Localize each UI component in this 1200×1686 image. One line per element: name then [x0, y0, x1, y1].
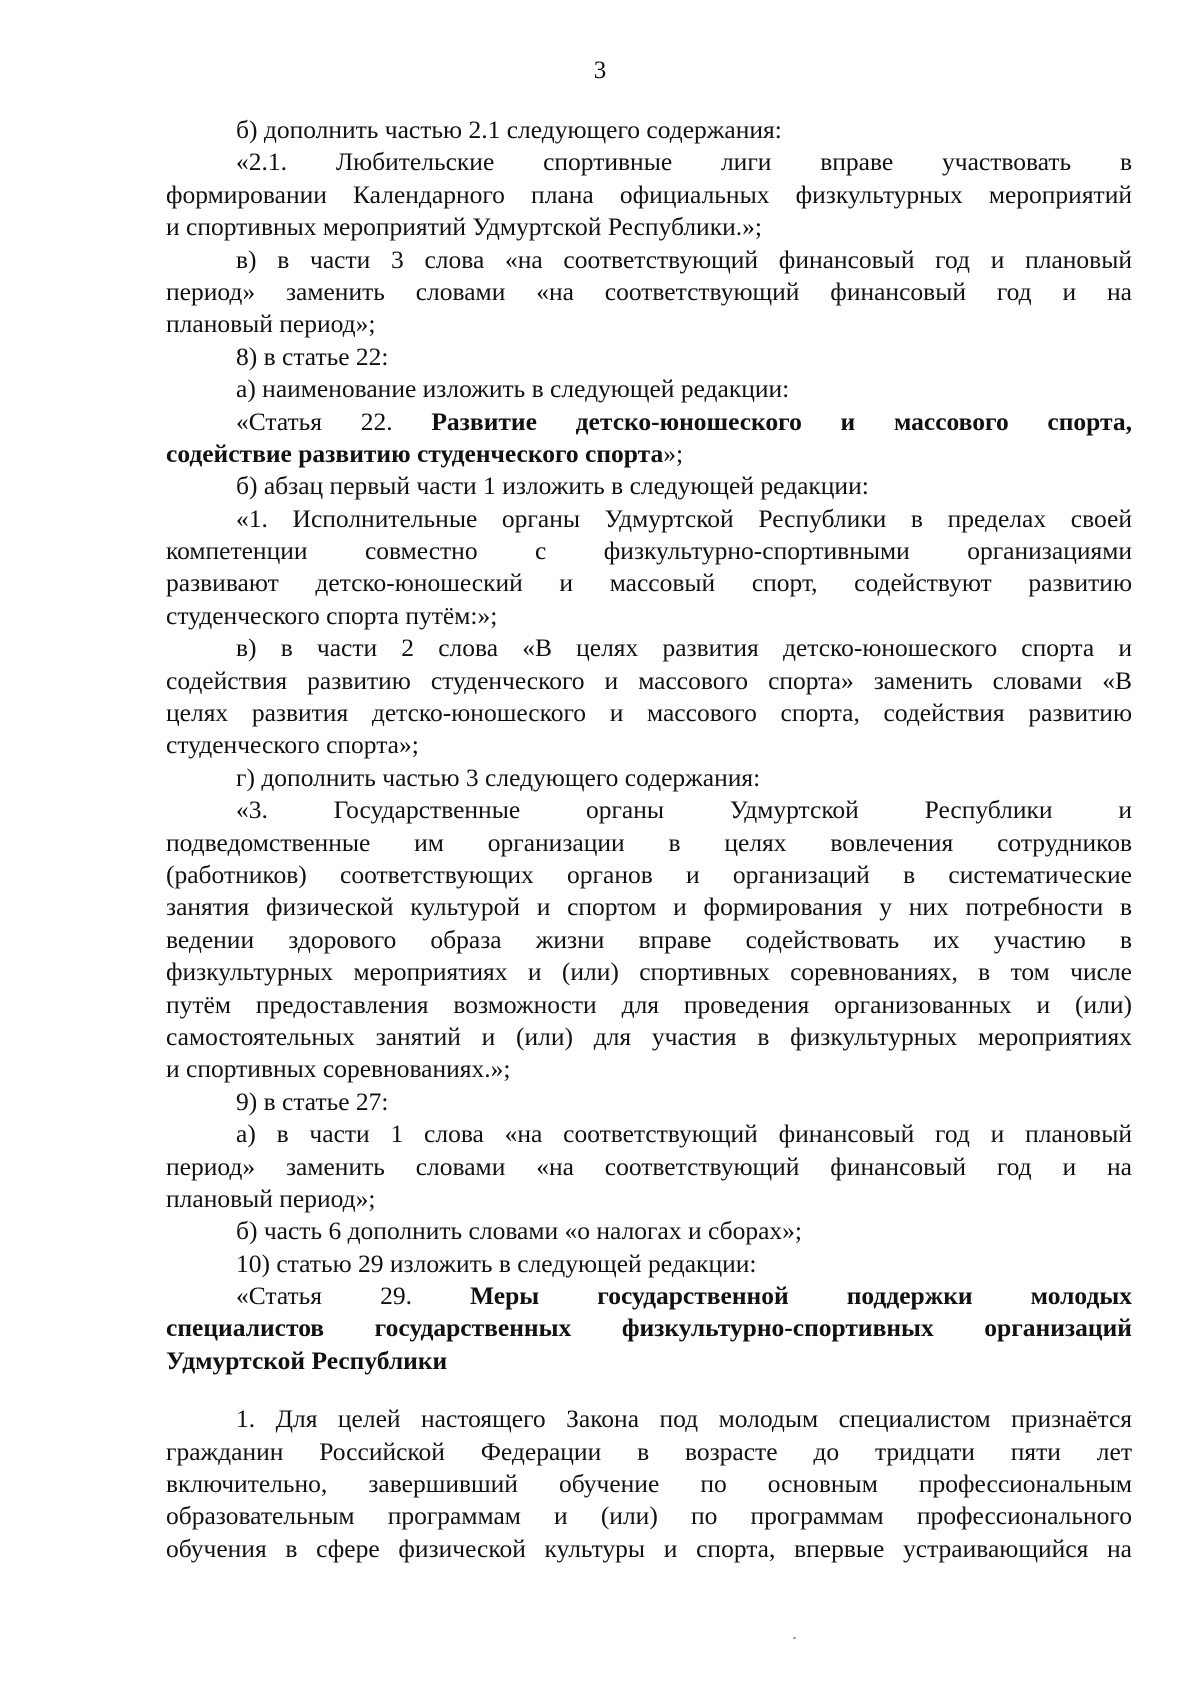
line-text: студенческого спорта»; — [166, 730, 419, 760]
text-line — [166, 1500, 1132, 1532]
text-line — [166, 341, 1132, 373]
text-line — [166, 438, 1132, 470]
text-line — [166, 924, 1132, 956]
line-text: период» заменить словами «на соответствующий финансовый год и на — [166, 1151, 1132, 1181]
line-text: б) абзац первый части 1 изложить в следующей редакции: — [236, 471, 869, 501]
text-line — [166, 567, 1132, 599]
text-line — [166, 891, 1132, 923]
text-line — [166, 794, 1132, 826]
line-text: (работников) соответствующих органов и организаций в систематические — [166, 859, 1132, 889]
text-line — [166, 179, 1132, 211]
text-line — [166, 956, 1132, 988]
line-text: самостоятельных занятий и (или) для участия в физкультурных мероприятиях — [166, 1021, 1132, 1051]
text-line — [166, 1280, 1132, 1312]
line-text: «1. Исполнительные органы Удмуртской Республики в пределах своей — [236, 503, 1132, 533]
line-bold-text: Развитие детско-юношеского и массового спорта, — [431, 406, 1132, 436]
line-text: физкультурных мероприятиях и (или) спортивных соревнованиях, в том числе — [166, 957, 1132, 987]
text-line — [166, 1151, 1132, 1183]
document-body — [166, 114, 1132, 1565]
text-line — [166, 1436, 1132, 1468]
text-line — [166, 146, 1132, 178]
line-bold-text: специалистов государственных физкультурно-спортивных организаций — [166, 1313, 1132, 1343]
line-text: плановый период»; — [166, 309, 376, 339]
text-line — [166, 632, 1132, 664]
line-text-tail: »; — [663, 438, 684, 468]
text-line — [166, 827, 1132, 859]
line-text: целях развития детско-юношеского и массового спорта, содействия развитию — [166, 698, 1132, 728]
line-bold-text: Меры государственной поддержки молодых — [470, 1281, 1132, 1311]
line-text: обучения в сфере физической культуры и спорта, впервые устраивающийся на — [166, 1533, 1132, 1563]
line-text: «Статья 29. — [236, 1281, 471, 1311]
text-line — [166, 697, 1132, 729]
line-text: в) в части 2 слова «В целях развития детско-юношеского спорта и — [236, 633, 1132, 663]
line-text: плановый период»; — [166, 1183, 376, 1213]
text-line — [166, 1053, 1132, 1085]
line-text: ведении здорового образа жизни вправе содействовать их участию в — [166, 924, 1132, 954]
text-line — [166, 211, 1132, 243]
page-number: 3 — [593, 57, 607, 84]
line-text: 8) в статье 22: — [236, 341, 389, 371]
line-bold-text: Удмуртской Республики — [166, 1345, 448, 1375]
line-text: включительно, завершивший обучение по основным профессиональным — [166, 1469, 1132, 1499]
text-line — [166, 406, 1132, 438]
text-line — [166, 1345, 1132, 1377]
text-line — [166, 1468, 1132, 1500]
text-line — [166, 762, 1132, 794]
line-text: в) в части 3 слова «на соответствующий финансовый год и плановый — [236, 244, 1132, 274]
text-line — [166, 503, 1132, 535]
text-line — [166, 600, 1132, 632]
line-text: студенческого спорта путём:»; — [166, 600, 498, 630]
line-text: и спортивных мероприятий Удмуртской Республики.»; — [166, 212, 762, 242]
line-text: «2.1. Любительские спортивные лиги вправе участвовать в — [236, 147, 1132, 177]
line-text: «3. Государственные органы Удмуртской Республики и — [236, 795, 1132, 825]
line-text: 10) статью 29 изложить в следующей редакции: — [236, 1248, 757, 1278]
line-text: путём предоставления возможности для проведения организованных и (или) — [166, 989, 1132, 1019]
line-text: б) дополнить частью 2.1 следующего содержания: — [236, 115, 782, 144]
line-text: формировании Календарного плана официальных физкультурных мероприятий — [166, 179, 1132, 209]
text-line — [166, 373, 1132, 405]
text-line — [166, 308, 1132, 340]
text-line — [166, 1403, 1132, 1435]
text-line — [166, 1118, 1132, 1150]
line-text: содействия развитию студенческого и массового спорта» заменить словами «В — [166, 665, 1132, 695]
text-line — [166, 1183, 1132, 1215]
line-text: образовательным программам и (или) по программам профессионального — [166, 1501, 1132, 1531]
text-line — [166, 1021, 1132, 1053]
text-line — [166, 1312, 1132, 1344]
line-text: 9) в статье 27: — [236, 1086, 389, 1116]
scan-speck — [793, 1637, 796, 1639]
text-line — [166, 1533, 1132, 1565]
line-text: а) наименование изложить в следующей редакции: — [236, 374, 790, 404]
text-line — [166, 989, 1132, 1021]
line-text: подведомственные им организации в целях вовлечения сотрудников — [166, 827, 1132, 857]
line-text: гражданин Российской Федерации в возрасте до тридцати пяти лет — [166, 1436, 1132, 1466]
text-line — [166, 665, 1132, 697]
paragraph-gap — [166, 1377, 1132, 1403]
line-bold-text: содействие развитию студенческого спорта — [166, 438, 664, 468]
line-text: г) дополнить частью 3 следующего содержания: — [236, 762, 761, 792]
text-line — [166, 1215, 1132, 1247]
line-text: и спортивных соревнованиях.»; — [166, 1054, 511, 1084]
text-line — [166, 1248, 1132, 1280]
text-line — [166, 1086, 1132, 1118]
line-text: 1. Для целей настоящего Закона под молодым специалистом признаётся — [236, 1404, 1132, 1434]
text-line — [166, 114, 1132, 146]
line-text: б) часть 6 дополнить словами «о налогах и сборах»; — [236, 1216, 802, 1246]
text-line — [166, 729, 1132, 761]
line-text: период» заменить словами «на соответствующий финансовый год и на — [166, 276, 1132, 306]
line-text: занятия физической культурой и спортом и формирования у них потребности в — [166, 892, 1132, 922]
text-line — [166, 859, 1132, 891]
text-line — [166, 276, 1132, 308]
line-text: развивают детско-юношеский и массовый спорт, содействуют развитию — [166, 568, 1132, 598]
text-line — [166, 470, 1132, 502]
text-line — [166, 244, 1132, 276]
line-text: «Статья 22. — [236, 406, 432, 436]
text-line — [166, 535, 1132, 567]
line-text: а) в части 1 слова «на соответствующий финансовый год и плановый — [236, 1119, 1132, 1149]
line-text: компетенции совместно с физкультурно-спортивными организациями — [166, 536, 1132, 566]
